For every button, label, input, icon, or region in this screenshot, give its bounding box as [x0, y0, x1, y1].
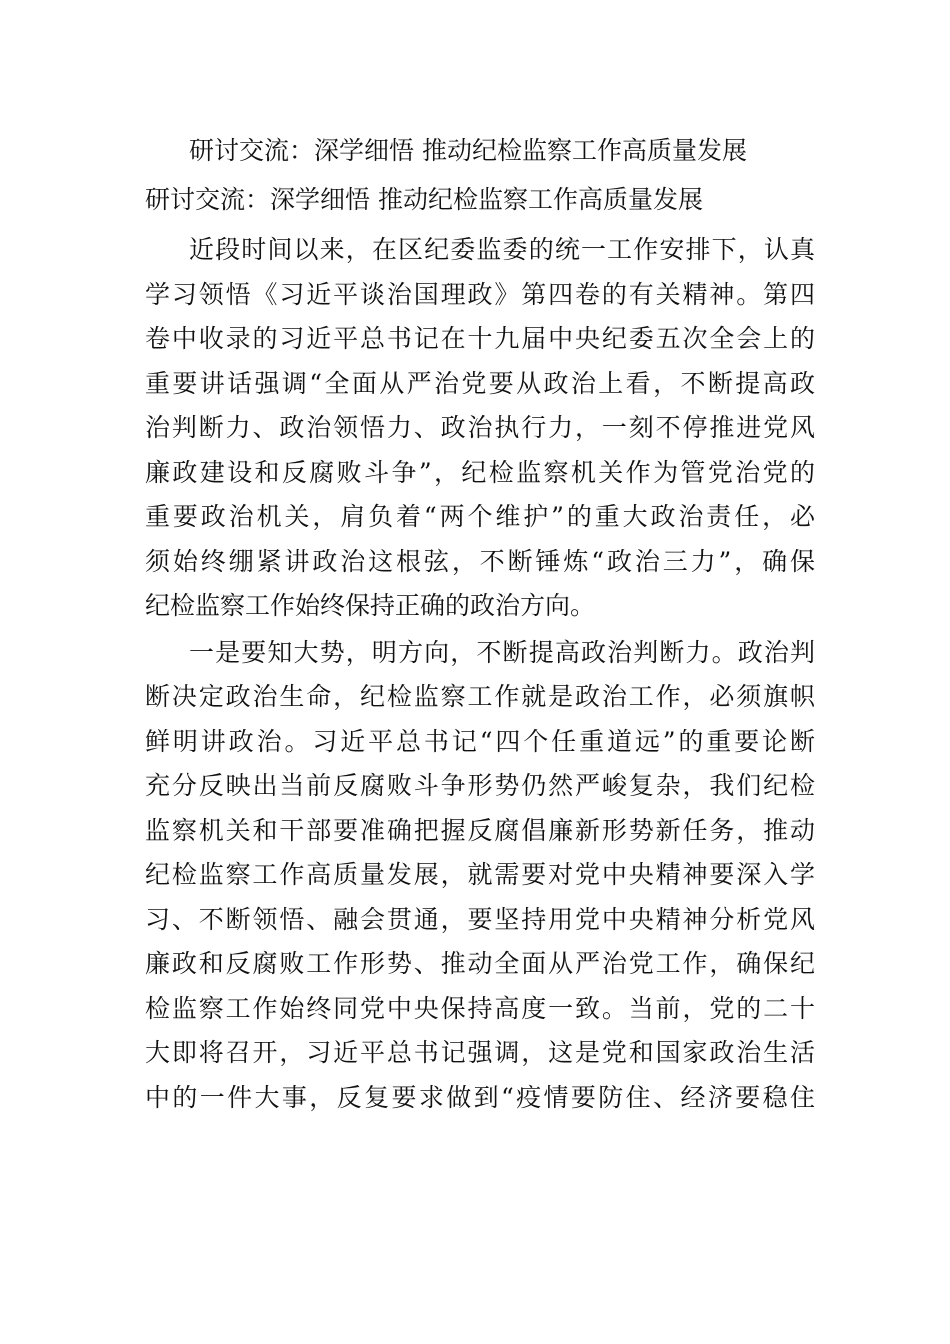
paragraph-point-one [145, 631, 815, 1121]
text-line: 纪检监察工作高质量发展，就需要对党中央精神要深入学 [145, 860, 815, 889]
paragraph-intro [145, 228, 815, 629]
text-line: 重要讲话强调“全面从严治党要从政治上看，不断提高政 [145, 368, 815, 398]
text-line: 检监察工作始终同党中央保持高度一致。当前，党的二十 [145, 993, 815, 1023]
text-line: 重要政治机关，肩负着“两个维护”的重大政治责任，必 [145, 502, 815, 531]
text-line: 廉政和反腐败工作形势、推动全面从严治党工作，确保纪 [145, 949, 815, 978]
document-body [145, 228, 815, 1120]
text-line: 廉政建设和反腐败斗争”，纪检监察机关作为管党治党的 [145, 457, 815, 487]
text-line: 习、不断领悟、融会贯通，要坚持用党中央精神分析党风 [145, 904, 815, 934]
text-line: 大即将召开，习近平总书记强调，这是党和国家政治生活 [145, 1038, 815, 1067]
text-line: 卷中收录的习近平总书记在十九届中央纪委五次全会上的 [145, 324, 815, 353]
text-line: 须始终绷紧讲政治这根弦，不断锤炼“政治三力”，确保 [145, 546, 815, 576]
text-line: 一是要知大势，明方向，不断提高政治判断力。政治判 [189, 637, 815, 667]
text-line: 鲜明讲政治。习近平总书记“四个任重道远”的重要论断 [145, 726, 815, 756]
text-line: 断决定政治生命，纪检监察工作就是政治工作，必须旗帜 [145, 682, 815, 711]
text-line: 治判断力、政治领悟力、政治执行力，一刻不停推进党风 [145, 413, 815, 442]
text-line: 学习领悟《习近平谈治国理政》第四卷的有关精神。第四 [145, 279, 815, 309]
text-line: 纪检监察工作始终保持正确的政治方向。 [145, 591, 596, 620]
text-line: 近段时间以来，在区纪委监委的统一工作安排下，认真 [189, 235, 815, 264]
text-line: 中的一件大事，反复要求做到“疫情要防住、经济要稳住 [145, 1082, 815, 1112]
document-title-repeat: 研讨交流：深学细悟 推动纪检监察工作高质量发展 [145, 185, 703, 214]
text-line: 充分反映出当前反腐败斗争形势仍然严峻复杂，我们纪检 [145, 771, 815, 800]
text-line: 监察机关和干部要准确把握反腐倡廉新形势新任务，推动 [145, 815, 815, 845]
document-title: 研讨交流：深学细悟 推动纪检监察工作高质量发展 [189, 136, 747, 165]
